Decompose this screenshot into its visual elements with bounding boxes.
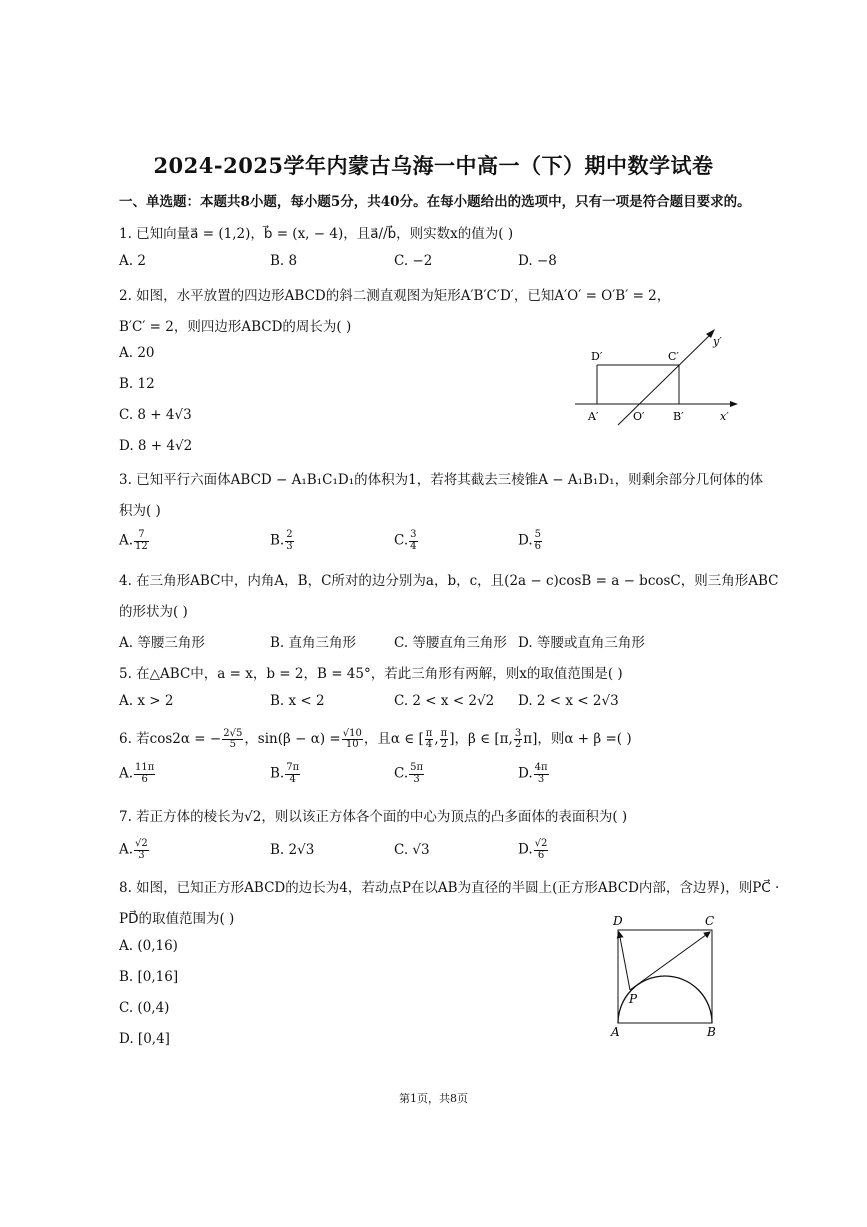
option-fraction: $\frac{√2}{6}$: [534, 838, 548, 861]
question-4-option-a[interactable]: A. 等腰三角形: [119, 635, 205, 651]
option-label: A.: [119, 765, 134, 782]
option-fraction: $\frac{3}{4}$: [410, 529, 417, 552]
option-label: B.: [270, 765, 285, 782]
option-fraction: $\frac{2}{3}$: [286, 529, 293, 552]
option-label: D.: [518, 765, 533, 782]
vector-pc: [630, 932, 710, 990]
fraction-sin: $\frac{√10}{10}$: [342, 727, 362, 750]
label-y-prime: y′: [713, 335, 722, 348]
question-5-stem: 5. 在△ABC中，a = x，b = 2，B = 45°，若此三角形有两解，则x的取值范围是( ): [119, 666, 623, 682]
question-8-stem-line-2: PD⃗的取值范围为( ): [119, 911, 235, 927]
question-2-figure: [570, 320, 750, 430]
label-o-prime: O′: [633, 410, 645, 423]
question-4-option-d[interactable]: D. 等腰或直角三角形: [518, 635, 645, 651]
option-label: A.: [119, 532, 134, 549]
page-title: 2024-2025学年内蒙古乌海一中高一（下）期中数学试卷: [153, 153, 714, 178]
option-label: D.: [518, 532, 533, 549]
option-fraction: $\frac{5}{6}$: [534, 529, 542, 552]
option-fraction: $\frac{√2}{3}$: [135, 838, 148, 861]
question-4-option-b[interactable]: B. 直角三角形: [270, 635, 357, 651]
question-6-stem: [119, 727, 632, 751]
vector-pd: [619, 932, 630, 990]
question-8-option-c[interactable]: C. (0,4): [119, 1000, 170, 1016]
question-1-stem: 1. 已知向量a⃗ = (1,2)，b⃗ = (x, − 4)，且a⃗//b⃗，则实数x的值为( ): [119, 226, 514, 242]
question-8-stem-line-1: 8. 如图，已知正方形ABCD的边长为4，若动点P在以AB为直径的半圆上(正方形ABCD内部，含边界)，则PC⃗ ·: [119, 880, 780, 896]
question-3-option-d[interactable]: [518, 530, 543, 552]
stem-part: ，sin(β − α) =: [244, 731, 341, 747]
question-5-option-c[interactable]: C. 2 < x < 2√2: [394, 693, 495, 709]
stem-part: ,: [434, 731, 439, 747]
label-c: C: [705, 914, 715, 928]
question-1-option-d[interactable]: D. −8: [518, 253, 557, 269]
question-7-option-d[interactable]: [518, 839, 549, 861]
question-2-option-b[interactable]: B. 12: [119, 376, 155, 392]
question-5-option-b[interactable]: B. x < 2: [270, 693, 325, 709]
question-8-option-a[interactable]: A. (0,16): [119, 938, 178, 954]
question-7-option-b[interactable]: B. 2√3: [270, 842, 315, 858]
question-3-option-c[interactable]: [394, 530, 419, 552]
stem-part: π]，则α + β =( ): [523, 731, 632, 747]
x-axis-arrow: [730, 401, 738, 407]
question-8-option-d[interactable]: D. [0,4]: [119, 1031, 170, 1047]
option-label: C.: [394, 532, 409, 549]
option-label: D.: [518, 841, 533, 858]
page-footer: 第1页，共8页: [399, 1092, 468, 1105]
option-fraction: $\frac{4\pi}{3}$: [534, 762, 548, 785]
question-6-option-a[interactable]: [119, 763, 156, 785]
label-b: B: [707, 1025, 716, 1039]
question-3-option-b[interactable]: [270, 530, 295, 552]
fraction-3-2: $\frac{3}{2}$: [514, 727, 522, 750]
label-b-prime: B′: [673, 410, 684, 423]
label-a: A: [611, 1025, 620, 1039]
question-1-option-c[interactable]: C. −2: [394, 253, 433, 269]
option-fraction: $\frac{7\pi}{4}$: [286, 762, 300, 785]
stem-part: ]，β ∈ [π,: [449, 731, 513, 747]
question-8-option-b[interactable]: B. [0,16]: [119, 969, 179, 985]
label-d-prime: D′: [591, 350, 603, 363]
section-heading: 一、单选题：本题共8小题，每小题5分，共40分。在每小题给出的选项中，只有一项是符合题目要求的。: [119, 194, 751, 210]
stem-part: 6. 若cos2α = −: [119, 731, 222, 747]
option-fraction: $\frac{11\pi}{6}$: [135, 762, 155, 785]
question-3-stem-line-2: 积为( ): [119, 503, 161, 519]
question-2-option-a[interactable]: A. 20: [119, 345, 155, 361]
label-c-prime: C′: [668, 350, 679, 363]
label-d: D: [613, 914, 623, 928]
question-4-option-c[interactable]: C. 等腰直角三角形: [394, 635, 507, 651]
question-7-option-c[interactable]: C. √3: [394, 842, 430, 858]
question-1-option-b[interactable]: B. 8: [270, 253, 298, 269]
question-3-option-a[interactable]: [119, 530, 150, 552]
fraction-pi-4: $\frac{\pi}{4}$: [425, 727, 433, 750]
label-a-prime: A′: [588, 410, 599, 423]
question-5-option-a[interactable]: A. x > 2: [119, 693, 174, 709]
question-2-stem-line-1: 2. 如图，水平放置的四边形ABCD的斜二测直观图为矩形A′B′C′D′，已知A′O′ = O′B′ = 2，: [119, 288, 671, 304]
label-x-prime: x′: [720, 410, 729, 423]
question-4-stem-line-2: 的形状为( ): [119, 604, 188, 620]
question-3-stem-line-1: 3. 已知平行六面体ABCD − A₁B₁C₁D₁的体积为1，若将其截去三棱锥A − A₁B₁D₁，则剩余部分几何体的体: [119, 472, 764, 488]
question-6-option-c[interactable]: [394, 763, 425, 785]
question-2-option-d[interactable]: D. 8 + 4√2: [119, 438, 193, 454]
question-1-option-a[interactable]: A. 2: [119, 253, 146, 269]
option-fraction: $\frac{7}{12}$: [135, 529, 148, 552]
label-p: P: [629, 992, 638, 1006]
option-label: A.: [119, 841, 134, 858]
question-8-figure: [600, 910, 730, 1040]
question-6-option-b[interactable]: [270, 763, 301, 785]
question-6-option-d[interactable]: [518, 763, 550, 785]
option-label: C.: [394, 765, 409, 782]
question-4-stem-line-1: 4. 在三角形ABC中，内角A，B，C所对的边分别为a，b，c，且(2a − c)cosB = a − bcosC，则三角形ABC: [119, 573, 779, 589]
question-5-option-d[interactable]: D. 2 < x < 2√3: [518, 693, 619, 709]
question-2-option-c[interactable]: C. 8 + 4√3: [119, 407, 192, 423]
question-2-stem-line-2: B′C′ = 2，则四边形ABCD的周长为( ): [119, 319, 352, 335]
fraction-cos2a: $\frac{2√5}{5}$: [223, 727, 243, 750]
question-7-option-a[interactable]: [119, 839, 150, 861]
question-7-stem: 7. 若正方体的棱长为√2，则以该正方体各个面的中心为顶点的凸多面体的表面积为( ): [119, 809, 628, 825]
option-label: B.: [270, 532, 285, 549]
option-fraction: $\frac{5\pi}{3}$: [410, 762, 424, 785]
fraction-pi-2: $\frac{\pi}{2}$: [440, 727, 448, 750]
stem-part: ，且α ∈ [: [363, 731, 424, 747]
